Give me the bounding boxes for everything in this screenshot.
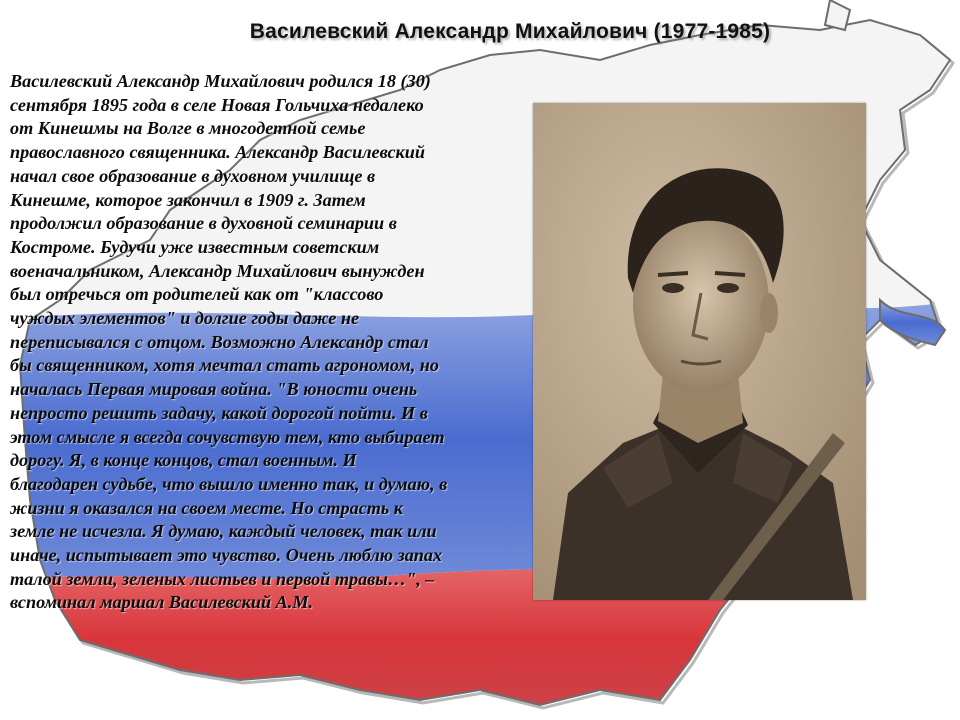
text-line: продолжил образование в духовной семинарии в	[10, 213, 397, 234]
text-line: земле не исчезла. Я думаю, каждый человек, так или	[10, 521, 437, 542]
text-line: вспоминал маршал Василевский А.М.	[10, 592, 314, 613]
text-line: был отречься от родителей как от "классово	[10, 284, 384, 305]
text-line: православного священника. Александр Василевский	[10, 142, 426, 163]
text-line: бы священником, хотя мечтал стать агрономом, но	[10, 355, 439, 376]
biography-text	[10, 70, 530, 615]
text-line: военачальником, Александр Михайлович вынужден	[10, 260, 425, 281]
text-line: сентября 1895 года в селе Новая Гольчиха недалеко	[10, 94, 424, 115]
text-line: жизни я оказался на своем месте. Но страсть к	[10, 497, 404, 518]
text-line: талой земли, зеленых листьев и первой травы…", –	[10, 568, 435, 589]
text-line: Василевский Александр Михайлович родился 18 (30)	[10, 71, 431, 91]
text-line: Кинешме, которое закончил в 1909 г. Затем	[10, 189, 366, 210]
text-line: иначе, испытывает это чувство. Очень люблю запах	[10, 545, 443, 566]
text-line: начал свое образование в духовном училище в	[10, 165, 376, 186]
text-line: благодарен судьбе, что вышло именно так, и думаю, в	[10, 473, 448, 494]
portrait-photo	[533, 103, 866, 600]
text-line: непросто решить задачу, какой дорогой пойти. И в	[10, 402, 428, 423]
text-line: началась Первая мировая война. "В юности очень	[10, 379, 418, 400]
text-line: чуждых элементов" и долгие годы даже не	[10, 308, 360, 329]
text-line: этом смысле я всегда сочувствую тем, кто выбирает	[10, 426, 445, 447]
text-line: от Кинешмы на Волге в многодетной семье	[10, 118, 366, 139]
text-line: дорогу. Я, в конце концов, стал военным. И	[10, 450, 357, 471]
page-title: Василевский Александр Михайлович (1977-1985)	[249, 20, 771, 43]
text-line: Костроме. Будучи уже известным советским	[10, 236, 380, 257]
text-line: переписывался с отцом. Возможно Александр стал	[10, 331, 429, 352]
